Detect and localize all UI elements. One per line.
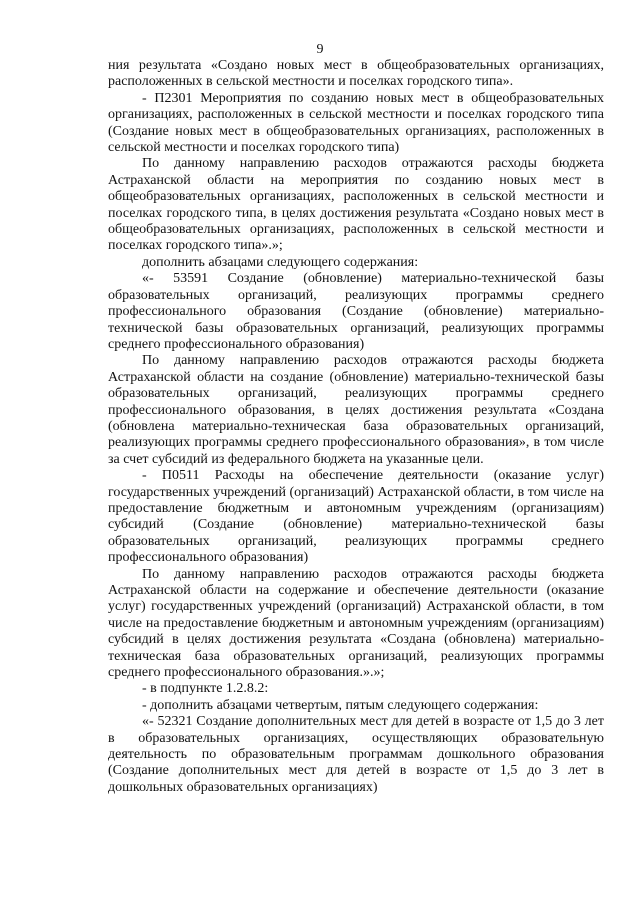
- paragraph-p0511-title: - П0511 Расходы на обеспечение деятельности (оказание услуг) государственных учреждений (организаций) Астраханской области, в том числе на предоставление бюджетным и автономным учреждениям (организациям) субсидий (Создание (обновление) материально-технической базы образовательных организаций, реализующих программы среднего профессионального образования): [108, 468, 604, 566]
- paragraph-p2301-title: - П2301 Мероприятия по созданию новых мест в общеобразовательных организациях, расположенных в сельской местности и поселках городского типа (Создание новых мест в общеобразовательных организациях, расположенных в сельской местности и поселках городского типа): [108, 90, 604, 156]
- paragraph-53591-description: По данному направлению расходов отражаются расходы бюджета Астраханской области на создание (обновление) материально-технической базы образовательных организаций, реализующих программы среднего профессионального образования, в целях достижения результата «Создана (обновлена материально-техническая база образовательных организаций, реализующих программы среднего профессионального образования», в том числе за счет субсидий из федерального бюджета на указанные цели.: [108, 353, 604, 467]
- paragraph-subclause-ref: - в подпункте 1.2.8.2:: [142, 681, 269, 697]
- paragraph-53591-title: «- 53591 Создание (обновление) материально-технической базы образовательных организаций, реализующих программы среднего профессионального образования (Создание (обновление) материально-технической базы образовательных организаций, реализующих программы среднего профессионального образования): [108, 271, 604, 352]
- paragraph-p0511-description: По данному направлению расходов отражаются расходы бюджета Астраханской области на содержание и обеспечение деятельности (оказание услуг) государственных учреждений (организаций) Астраханской области, в том числе на предоставление бюджетным и автономным учреждениям (организациям) субсидий в целях достижения результата «Создана (обновлена) материально-техническая база образовательных организаций, реализующих программы среднего профессионального образования.».»;: [108, 566, 604, 681]
- page-number: 9: [316, 42, 324, 57]
- paragraph-p2301-description: По данному направлению расходов отражаются расходы бюджета Астраханской области на мероприятия по созданию новых мест в общеобразовательных организациях, расположенных в сельской местности и поселках городского типа, в целях достижения результата «Создано новых мест в общеобразовательных организациях, расположенных в сельской местности и поселках городского типа».»;: [108, 156, 604, 254]
- paragraph-52321-title: «- 52321 Создание дополнительных мест для детей в возрасте от 1,5 до 3 лет в образовательных организациях, осуществляющих образовательную деятельность по образовательным программам дошкольного образования (Создание дополнительных мест для детей в возрасте от 1,5 до 3 лет в дошкольных образовательных организациях): [108, 714, 604, 795]
- paragraph-amendment-intro: дополнить абзацами следующего содержания:: [142, 254, 419, 270]
- document-body: [108, 58, 604, 796]
- paragraph-add-clauses: - дополнить абзацами четвертым, пятым следующего содержания:: [142, 697, 539, 713]
- paragraph-continuation: ния результата «Создано новых мест в общеобразовательных организациях, расположенных в сельской местности и поселках городского типа».: [108, 58, 604, 90]
